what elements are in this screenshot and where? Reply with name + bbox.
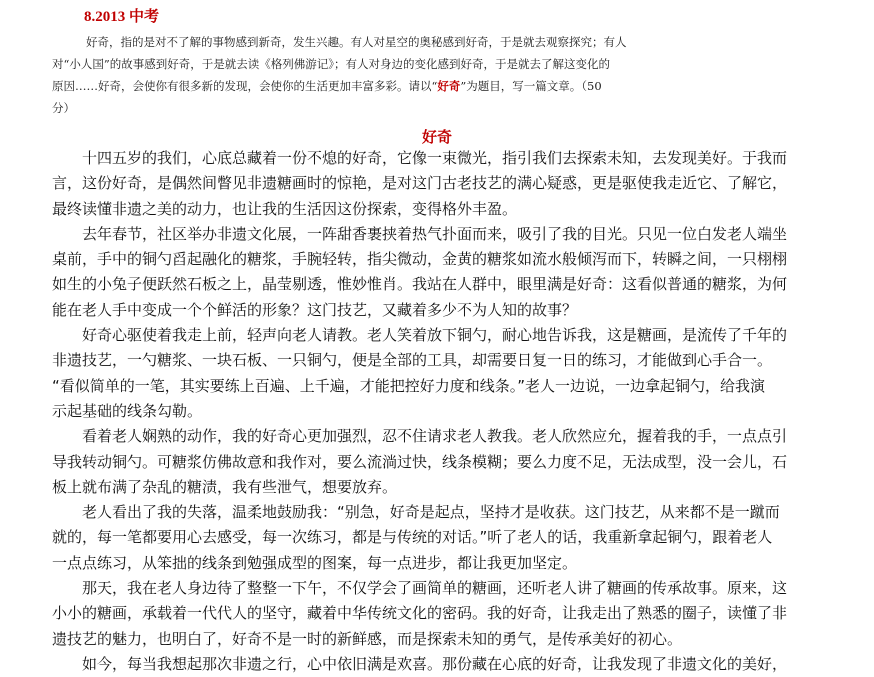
essay-line: 最终读懂非遗之美的动力，也让我的生活因这份探索，变得格外丰盈。 (52, 199, 518, 218)
essay-line: 桌前，手中的铜勺舀起融化的糖浆，手腕轻转，指尖微动，金黄的糖浆如流水般倾泻而下，转瞬之间，一只栩栩 (52, 250, 788, 269)
essay-line: 小小的糖画，承载着一代代人的坚守，藏着中华传统文化的密码。我的好奇，让我走出了熟悉的圈子，读懂了非 (52, 604, 788, 623)
essay-line: 板上就布满了杂乱的糖渍，我有些泄气，想要放弃。 (52, 477, 398, 496)
essay-line: 看着老人娴熟的动作，我的好奇心更加强烈，忍不住请求老人教我。老人欣然应允，握着我的手，一点点引 (82, 427, 788, 446)
essay-line: 那天，我在老人身边待了整整一下午，不仅学会了画简单的糖画，还听老人讲了糖画的传承故事。原来，这 (82, 579, 788, 598)
prompt-text: 原因……好奇，会使你有很多新的发现，会使你的生活更加丰富多彩。请以“ (52, 79, 438, 93)
essay-line: 去年春节，社区举办非遗文化展，一阵甜香裹挟着热气扑面而来，吸引了我的目光。只见一位白发老人端坐 (82, 224, 788, 243)
essay-line: 一点点练习，从笨拙的线条到勉强成型的图案，每一点进步，都让我更加坚定。 (52, 553, 578, 572)
essay-line: 如生的小兔子便跃然石板之上，晶莹剔透，惟妙惟肖。我站在人群中，眼里满是好奇：这看似普通的糖浆，为何 (52, 275, 788, 294)
essay-line: 好奇心驱使着我走上前，轻声向老人请教。老人笑着放下铜勺，耐心地告诉我，这是糖画，是流传了千年的 (82, 326, 788, 345)
essay-line: 导我转动铜勺。可糖浆仿佛故意和我作对，要么流淌过快，线条模糊；要么力度不足，无法成型，没一会儿，石 (52, 452, 788, 471)
prompt-line: 分） (52, 101, 75, 115)
essay-title: 好奇 (421, 128, 452, 146)
essay-line: “看似简单的一笔，其实要练上百遍、上千遍，才能把控好力度和线条。”老人一边说，一边拿起铜勺，给我演 (52, 376, 766, 395)
essay-line: 就的，每一笔都要用心去感受，每一次练习，都是与传统的对话。”听了老人的话，我重新拿起铜勺，跟着老人 (52, 528, 773, 547)
essay-line: 能在老人手中变成一个个鲜活的形象？这门技艺，又藏着多少不为人知的故事？ (52, 300, 578, 319)
prompt-text: ”为题目，写一篇文章。（50 (460, 79, 602, 93)
prompt-line (52, 75, 817, 97)
essay-line: 老人看出了我的失落，温柔地鼓励我：“别急，好奇是起点，坚持才是收获。这门技艺，从来都不是一蹴而 (82, 503, 780, 522)
essay-line: 示起基础的线条勾勒。 (52, 401, 203, 420)
exam-heading: 8.2013 中考 (84, 9, 160, 25)
essay-line: 非遗技艺，一勺糖浆、一块石板、一只铜勺，便是全部的工具，却需要日复一日的练习，才能做到心手合一。 (52, 351, 773, 370)
prompt-line: 对“小人国”的故事感到好奇，于是就去读《格列佛游记》；有人对身边的变化感到好奇，于是就去了解这变化的 (52, 57, 611, 71)
essay-body (52, 146, 832, 677)
essay-line: 如今，每当我想起那次非遗之行，心中依旧满是欢喜。那份藏在心底的好奇，让我发现了非遗文化的美好， (82, 654, 788, 673)
essay-line: 十四五岁的我们，心底总藏着一份不熄的好奇，它像一束微光，指引我们去探索未知，去发现美好。于我而 (82, 149, 788, 167)
prompt-line: 好奇，指的是对不了解的事物感到新奇，发生兴趣。有人对星空的奥秘感到好奇，于是就去观察探究；有人 (86, 35, 627, 49)
topic-highlight: 好奇 (437, 79, 461, 93)
prompt-paragraph (52, 31, 817, 119)
essay-line: 言，这份好奇，是偶然间瞥见非遗糖画时的惊艳，是对这门古老技艺的满心疑惑，更是驱使我走近它、了解它， (52, 174, 788, 193)
essay-line: 遗技艺的魅力，也明白了，好奇不是一时的新鲜感，而是探索未知的勇气，是传承美好的初心。 (52, 629, 683, 648)
